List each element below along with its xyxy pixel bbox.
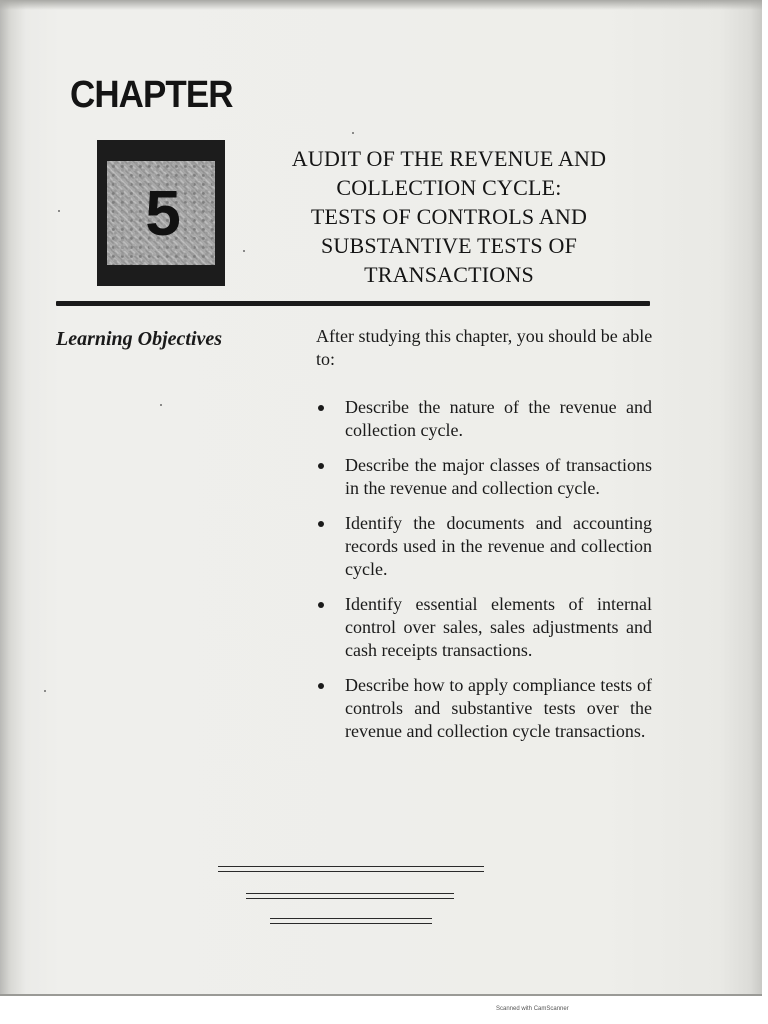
learning-objectives-heading: Learning Objectives bbox=[56, 328, 223, 350]
chapter-title-line: TRANSACTIONS bbox=[364, 262, 534, 287]
chapter-title-line: COLLECTION CYCLE: bbox=[336, 175, 562, 200]
bullet-icon bbox=[318, 602, 324, 608]
scan-speck bbox=[44, 690, 46, 692]
scan-speck bbox=[160, 404, 162, 406]
scan-speck bbox=[58, 210, 60, 212]
list-item-text: Describe the nature of the revenue and collection cycle. bbox=[345, 397, 652, 440]
list-item-text: Describe the major classes of transactions in the revenue and collection cycle. bbox=[345, 455, 652, 498]
chapter-number-box bbox=[97, 140, 225, 286]
chapter-number-panel bbox=[107, 161, 215, 265]
page-edge-shadow bbox=[0, 0, 762, 10]
list-item-text: Identify essential elements of internal control over sales, sales adjustments and cash receipts transactions. bbox=[345, 594, 652, 660]
scan-speck bbox=[352, 132, 354, 134]
list-item bbox=[316, 454, 652, 500]
closing-rule-top bbox=[218, 866, 484, 872]
list-item bbox=[316, 593, 652, 662]
chapter-number: 5 bbox=[145, 177, 181, 249]
bullet-icon bbox=[318, 405, 324, 411]
chapter-label: CHAPTER bbox=[70, 74, 233, 116]
scan-credit: Scanned with CamScanner bbox=[496, 1006, 569, 1012]
header-divider bbox=[56, 301, 650, 306]
bullet-icon bbox=[318, 521, 324, 527]
list-item-text: Describe how to apply compliance tests of controls and substantive tests over the revenue and collection cycle transactions. bbox=[345, 675, 652, 741]
scan-speck bbox=[243, 250, 245, 252]
list-item bbox=[316, 396, 652, 442]
list-item bbox=[316, 674, 652, 743]
chapter-title-line: AUDIT OF THE REVENUE AND bbox=[291, 146, 607, 171]
bullet-icon bbox=[318, 463, 324, 469]
learning-objectives-list bbox=[316, 396, 652, 755]
list-item-text: Identify the documents and accounting records used in the revenue and collection cycle. bbox=[345, 513, 652, 579]
bullet-icon bbox=[318, 683, 324, 689]
chapter-title-line: SUBSTANTIVE TESTS OF bbox=[320, 233, 578, 258]
closing-rule-bottom bbox=[270, 918, 432, 924]
closing-rule-middle bbox=[246, 893, 454, 899]
chapter-title bbox=[244, 144, 654, 289]
chapter-title-line: TESTS OF CONTROLS AND bbox=[310, 204, 588, 229]
list-item bbox=[316, 512, 652, 581]
learning-objectives-intro: After studying this chapter, you should be able to: bbox=[316, 326, 653, 369]
